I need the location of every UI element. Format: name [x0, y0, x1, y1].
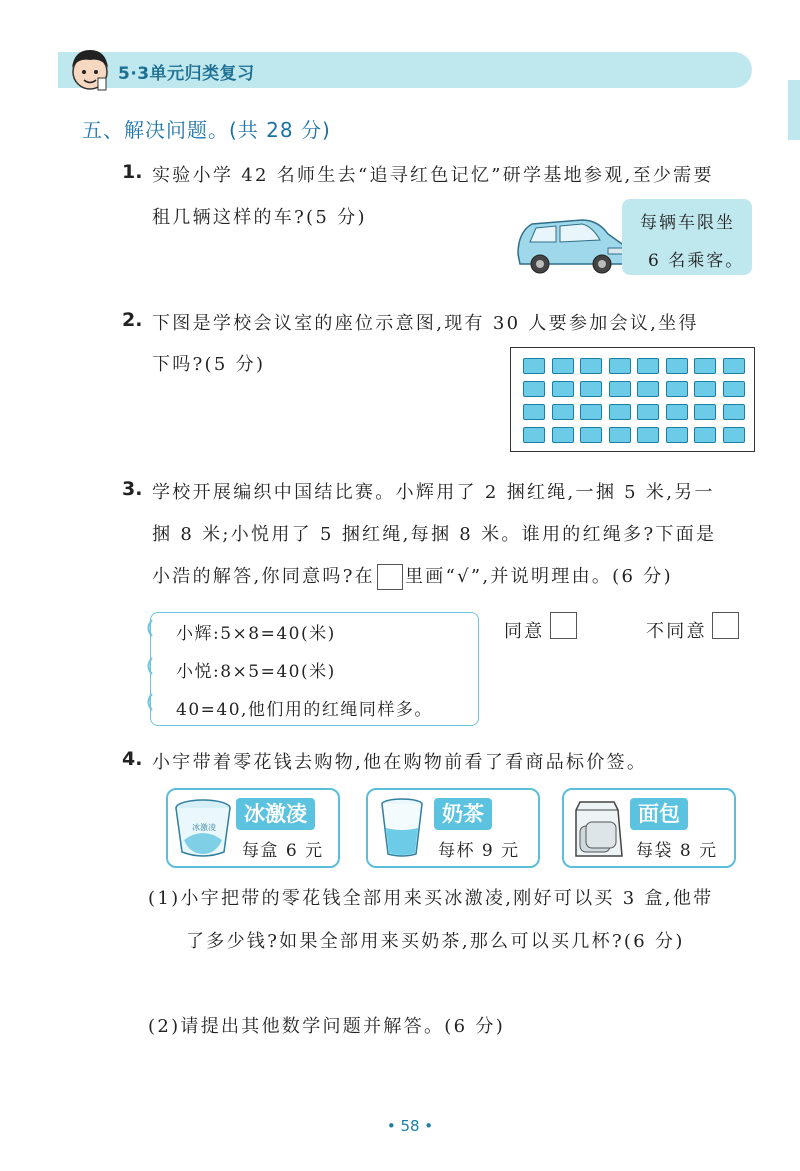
seat — [580, 427, 602, 443]
seat — [694, 427, 716, 443]
q4-sub1-line1: (1)小宇把带的零花钱全部用来买冰激凌,刚好可以买 3 盒,他带 — [148, 888, 714, 909]
inline-check-box — [377, 564, 403, 590]
seat — [580, 358, 602, 374]
seat — [723, 381, 745, 397]
seat — [637, 427, 659, 443]
q3-line3 — [152, 562, 673, 590]
q3-number: 3. — [122, 478, 143, 500]
q1-line2: 租几辆这样的车?(5 分) — [152, 207, 367, 228]
mascot-icon — [60, 40, 120, 100]
seat — [552, 381, 574, 397]
seat — [666, 404, 688, 420]
agree-checkbox[interactable] — [550, 612, 577, 639]
answer-line3: 40=40,他们用的红绳同样多。 — [176, 700, 433, 720]
price-tag-ice-cream — [166, 788, 340, 868]
seat — [552, 427, 574, 443]
seat — [609, 358, 631, 374]
answer-line2: 小悦:8×5=40(米) — [176, 662, 336, 682]
seat — [723, 427, 745, 443]
q2-number: 2. — [122, 309, 143, 331]
seat — [609, 427, 631, 443]
car-icon — [512, 214, 630, 276]
product-name-ice-cream: 冰激凌 — [236, 798, 315, 830]
seat — [609, 381, 631, 397]
q3-line3-a: 小浩的解答,你同意吗?在 — [152, 566, 375, 587]
seat — [580, 381, 602, 397]
product-name-bread: 面包 — [630, 798, 688, 830]
q1-bubble-line1: 每辆车限坐 — [640, 213, 735, 233]
seat — [523, 427, 545, 443]
q4-sub1-line2: 了多少钱?如果全部用来买奶茶,那么可以买几杯?(6 分) — [186, 931, 685, 952]
answer-line1: 小辉:5×8=40(米) — [176, 624, 336, 644]
seat — [723, 358, 745, 374]
seat — [637, 404, 659, 420]
page-number: • 58 • — [386, 1117, 434, 1135]
seat — [723, 404, 745, 420]
disagree-label: 不同意 — [646, 621, 707, 642]
seat — [666, 381, 688, 397]
product-price-bread: 每袋 8 元 — [636, 841, 718, 861]
seat — [552, 358, 574, 374]
q2-line2: 下吗?(5 分) — [152, 354, 266, 375]
price-tag-bread — [562, 788, 736, 868]
seat — [694, 358, 716, 374]
disagree-checkbox[interactable] — [712, 612, 739, 639]
edge-tab — [788, 80, 800, 140]
seat — [523, 404, 545, 420]
section-title: 五、解决问题。(共 28 分) — [82, 118, 331, 142]
header-title: 5·3单元归类复习 — [118, 64, 255, 84]
price-tag-milk-tea — [366, 788, 540, 868]
product-name-milk-tea: 奶茶 — [434, 798, 492, 830]
seat — [666, 358, 688, 374]
q1-bubble-line2: 6 名乘客。 — [648, 251, 745, 271]
seat — [609, 404, 631, 420]
seat — [552, 404, 574, 420]
seat — [523, 358, 545, 374]
seat — [694, 381, 716, 397]
seat — [523, 381, 545, 397]
q1-number: 1. — [122, 161, 143, 183]
seat — [666, 427, 688, 443]
cup-icon — [378, 796, 426, 860]
seat — [637, 381, 659, 397]
q3-line3-b: 里画“√”,并说明理由。(6 分) — [404, 566, 673, 587]
notebook-binding-icon — [145, 614, 159, 722]
tub-label: 冰激凌 — [192, 823, 216, 832]
product-price-ice-cream: 每盒 6 元 — [242, 841, 324, 861]
seat — [637, 358, 659, 374]
seat — [580, 404, 602, 420]
seating-chart — [510, 347, 755, 452]
q3-line2: 捆 8 米;小悦用了 5 捆红绳,每捆 8 米。谁用的红绳多?下面是 — [152, 524, 717, 545]
q3-line1: 学校开展编织中国结比赛。小辉用了 2 捆红绳,一捆 5 米,另一 — [152, 482, 715, 503]
bread-bag-icon — [570, 796, 632, 860]
seat — [694, 404, 716, 420]
q2-line1: 下图是学校会议室的座位示意图,现有 30 人要参加会议,坐得 — [152, 313, 699, 334]
q4-line1: 小宇带着零花钱去购物,他在购物前看了看商品标价签。 — [152, 752, 648, 773]
q4-sub2: (2)请提出其他数学问题并解答。(6 分) — [148, 1016, 506, 1037]
q4-number: 4. — [122, 748, 143, 770]
agree-label: 同意 — [504, 621, 545, 642]
q1-line1: 实验小学 42 名师生去“追寻红色记忆”研学基地参观,至少需要 — [152, 165, 714, 186]
product-price-milk-tea: 每杯 9 元 — [438, 841, 520, 861]
ice-cream-tub-icon — [172, 796, 234, 860]
